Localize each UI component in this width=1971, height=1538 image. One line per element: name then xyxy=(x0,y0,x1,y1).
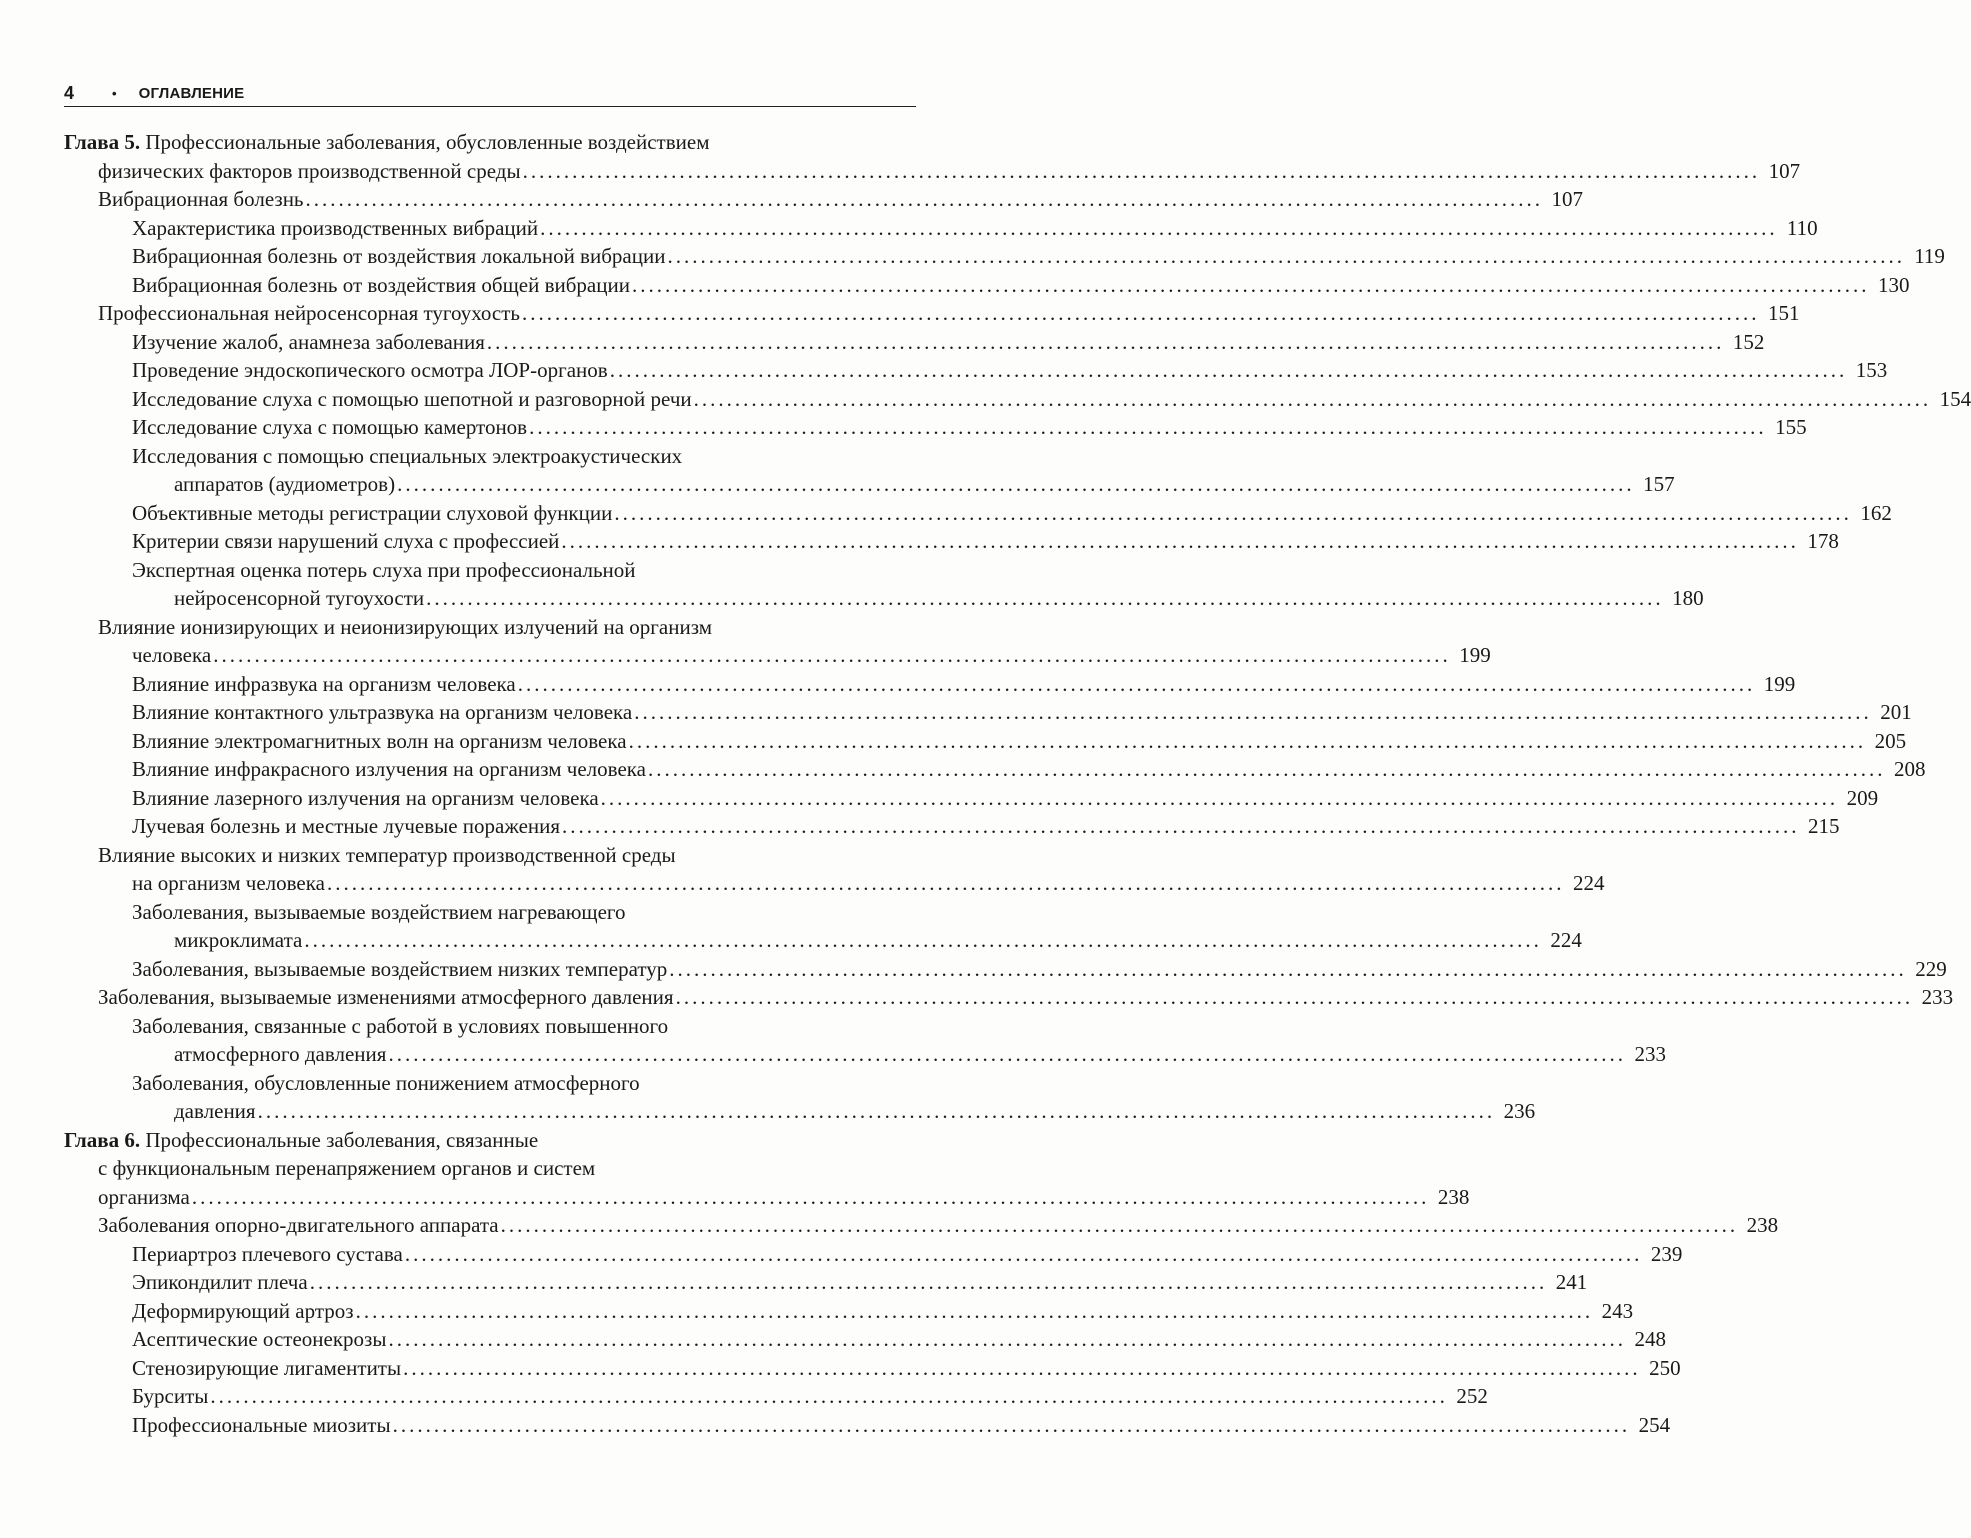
dot-leader: ...................................................................................................................................................... xyxy=(667,244,1905,268)
toc-entry-text xyxy=(174,584,424,613)
toc-page-number: 238 xyxy=(1746,1213,1779,1237)
toc-title: Эпикондилит плеча xyxy=(132,1270,308,1294)
dot-leader: ...................................................................................................................................................... xyxy=(693,386,1932,411)
dot-leader: ...................................................................................................................................................... xyxy=(326,871,1565,895)
dot-leader: ...................................................................................................................................................... xyxy=(561,529,1799,553)
toc-line xyxy=(64,185,1584,214)
toc-line xyxy=(64,214,1818,243)
toc-page-number: 229 xyxy=(1915,956,1947,981)
dot-leader: ...................................................................................................................................................... xyxy=(304,928,1542,952)
toc-title: Лучевая болезнь и местные лучевые поражения xyxy=(132,814,561,838)
table-of-contents xyxy=(64,128,1971,1439)
toc-title: аппаратов (аудиометров) xyxy=(174,472,396,496)
dot-leader: ...................................................................................................................................................... xyxy=(522,158,1761,183)
running-header xyxy=(64,80,916,107)
dot-leader: ...................................................................................................................................................... xyxy=(388,1327,1626,1351)
toc-page-number: 130 xyxy=(1877,272,1910,297)
dot-leader: ...................................................................................................................................................... xyxy=(403,1355,1641,1380)
toc-line xyxy=(64,556,916,585)
toc-entry-text xyxy=(98,983,674,1012)
dot-leader: ...................................................................................................................................................... xyxy=(404,1241,1643,1266)
dot-leader: ...................................................................................................................................................... xyxy=(669,956,1907,981)
toc-line xyxy=(64,499,1892,528)
toc-entry-text xyxy=(132,558,636,582)
toc-page-number: 238 xyxy=(1437,1184,1470,1209)
toc-line xyxy=(64,812,1840,841)
toc-title: Вибрационная болезнь от воздействия локальной вибрации xyxy=(132,244,666,268)
toc-line xyxy=(64,1211,1779,1240)
toc-entry-text xyxy=(132,1382,208,1411)
toc-title: Заболевания, вызываемые воздействием низких температур xyxy=(132,956,668,981)
toc-title: Экспертная оценка потерь слуха при профессиональной xyxy=(132,557,636,582)
toc-entry-text xyxy=(132,444,682,468)
toc-line xyxy=(64,641,1491,670)
toc-page-number: 119 xyxy=(1914,244,1945,268)
toc-entry-text xyxy=(132,527,559,556)
header-bullet: • xyxy=(112,85,117,101)
dot-leader: ...................................................................................................................................................... xyxy=(600,785,1839,810)
toc-line xyxy=(64,1040,1666,1069)
dot-leader: ...................................................................................................................................................... xyxy=(647,757,1886,781)
toc-entry-text xyxy=(132,1354,401,1383)
toc-line xyxy=(64,670,1796,699)
chapter-label: Глава 5. xyxy=(64,130,141,154)
toc-page-number: 157 xyxy=(1643,472,1675,496)
toc-title: Изучение жалоб, анамнеза заболевания xyxy=(132,329,485,354)
toc-title: Стенозирующие лигаментиты xyxy=(132,1355,402,1380)
toc-entry-text xyxy=(132,641,211,670)
toc-page-number: 162 xyxy=(1860,500,1892,525)
toc-page-number: 254 xyxy=(1638,1412,1671,1437)
toc-title: Влияние контактного ультразвука на организм человека xyxy=(132,700,633,724)
toc-page-number: 107 xyxy=(1551,187,1584,211)
toc-page-number: 155 xyxy=(1775,415,1807,439)
toc-line xyxy=(64,242,1945,271)
dot-leader: ...................................................................................................................................................... xyxy=(517,671,1756,696)
toc-line xyxy=(64,841,916,870)
toc-line xyxy=(64,584,1704,613)
toc-line xyxy=(64,157,1801,186)
toc-title: Бурситы xyxy=(132,1384,209,1408)
toc-entry-text xyxy=(132,869,325,898)
toc-page-number: 243 xyxy=(1601,1298,1634,1323)
toc-line xyxy=(64,527,1839,556)
toc-entry-text xyxy=(64,1128,538,1152)
toc-line xyxy=(64,1240,1683,1269)
toc-line xyxy=(64,413,1807,442)
dot-leader: ...................................................................................................................................................... xyxy=(522,301,1760,325)
toc-line xyxy=(64,613,916,642)
toc-title: Профессиональные заболевания, связанные xyxy=(140,1127,539,1152)
toc-line xyxy=(64,1382,1488,1411)
toc-line xyxy=(64,1069,916,1098)
toc-title: Влияние высоких и низких температур производственной среды xyxy=(98,842,676,867)
toc-entry-text xyxy=(174,1040,386,1069)
dot-leader: ...................................................................................................................................................... xyxy=(609,358,1848,382)
toc-line xyxy=(64,1411,1671,1440)
toc-entry-text xyxy=(98,299,520,328)
toc-entry-text xyxy=(132,670,516,699)
toc-entry-text xyxy=(132,698,632,727)
toc-page-number: 236 xyxy=(1503,1099,1536,1123)
toc-line xyxy=(64,1325,1666,1354)
toc-title: Исследование слуха с помощью камертонов xyxy=(132,415,528,439)
page-number: 4 xyxy=(64,82,75,103)
toc-entry-text xyxy=(132,413,527,442)
dot-leader: ...................................................................................................................................................... xyxy=(210,1384,1448,1408)
toc-line xyxy=(64,983,1954,1012)
dot-leader: ...................................................................................................................................................... xyxy=(388,1042,1626,1066)
toc-page-number: 224 xyxy=(1550,928,1582,952)
dot-leader: ...................................................................................................................................................... xyxy=(397,472,1635,496)
toc-title: Профессиональная нейросенсорная тугоухость xyxy=(98,301,520,325)
toc-title: Исследование слуха с помощью шепотной и разговорной речи xyxy=(132,386,692,411)
toc-entry-text xyxy=(98,157,521,186)
toc-entry-text xyxy=(174,470,395,499)
toc-page-number: 208 xyxy=(1893,757,1926,781)
toc-entry-text xyxy=(132,328,485,357)
toc-title: Влияние инфракрасного излучения на организм человека xyxy=(132,757,646,781)
toc-page-number: 199 xyxy=(1459,643,1491,667)
toc-entry-text xyxy=(132,727,627,756)
toc-title: Заболевания, вызываемые воздействием нагревающего xyxy=(132,899,626,924)
toc-title: Влияние инфразвука на организм человека xyxy=(132,671,516,696)
toc-line xyxy=(64,1297,1634,1326)
toc-title: Деформирующий артроз xyxy=(132,1298,354,1323)
toc-entry-text xyxy=(132,1297,354,1326)
toc-entry-text xyxy=(132,356,608,385)
toc-page-number: 233 xyxy=(1921,985,1954,1009)
toc-entry-text xyxy=(132,214,538,243)
toc-entry-text xyxy=(132,271,630,300)
dot-leader: ...................................................................................................................................................... xyxy=(634,700,1872,724)
dot-leader: ...................................................................................................................................................... xyxy=(540,215,1778,240)
toc-entry-text xyxy=(98,1183,190,1212)
toc-page-number: 154 xyxy=(1939,386,1971,411)
toc-entry-text xyxy=(132,812,560,841)
toc-line xyxy=(64,869,1605,898)
toc-title: Влияние лазерного излучения на организм человека xyxy=(132,785,599,810)
dot-leader: ...................................................................................................................................................... xyxy=(213,643,1451,667)
dot-leader: ...................................................................................................................................................... xyxy=(486,329,1725,354)
toc-line xyxy=(64,1012,916,1041)
toc-entry-text xyxy=(132,955,667,984)
dot-leader: ...................................................................................................................................................... xyxy=(614,500,1852,525)
toc-title: Заболевания, вызываемые изменениями атмосферного давления xyxy=(98,985,674,1009)
toc-entry-text xyxy=(132,1411,391,1440)
dot-leader: ...................................................................................................................................................... xyxy=(529,415,1767,439)
dot-leader: ...................................................................................................................................................... xyxy=(305,187,1544,211)
toc-title: Профессиональные заболевания, обусловленные воздействием xyxy=(140,130,710,154)
toc-title: нейросенсорной тугоухости xyxy=(174,586,425,610)
toc-line xyxy=(64,1354,1681,1383)
toc-line xyxy=(64,898,916,927)
toc-page-number: 201 xyxy=(1880,700,1912,724)
toc-line xyxy=(64,955,1947,984)
toc-title: микроклимата xyxy=(174,928,303,952)
toc-page-number: 233 xyxy=(1634,1042,1666,1066)
dot-leader: ...................................................................................................................................................... xyxy=(562,814,1800,838)
toc-entry-text xyxy=(98,185,304,214)
dot-leader: ...................................................................................................................................................... xyxy=(631,272,1870,297)
toc-line xyxy=(64,271,1910,300)
dot-leader: ...................................................................................................................................................... xyxy=(675,985,1914,1009)
toc-page-number: 224 xyxy=(1572,871,1605,895)
toc-title: Асептические остеонекрозы xyxy=(132,1327,387,1351)
dot-leader: ...................................................................................................................................................... xyxy=(392,1412,1631,1437)
toc-line xyxy=(64,1183,1470,1212)
toc-line xyxy=(64,356,1888,385)
dot-leader: ...................................................................................................................................................... xyxy=(426,586,1664,610)
toc-title: Исследования с помощью специальных электроакустических xyxy=(132,443,683,468)
dot-leader: ...................................................................................................................................................... xyxy=(191,1184,1430,1209)
toc-page-number: 205 xyxy=(1874,728,1907,753)
toc-title: Заболевания, обусловленные понижением атмосферного xyxy=(132,1070,640,1095)
toc-title: Заболевания опорно-двигательного аппарата xyxy=(98,1213,499,1237)
toc-title: атмосферного давления xyxy=(174,1042,387,1066)
toc-line xyxy=(64,784,1879,813)
dot-leader: ...................................................................................................................................................... xyxy=(309,1270,1548,1294)
dot-leader: ...................................................................................................................................................... xyxy=(628,728,1867,753)
toc-title: Вибрационная болезнь от воздействия общей вибрации xyxy=(132,272,630,297)
toc-title: Вибрационная болезнь xyxy=(98,187,304,211)
toc-line xyxy=(64,755,1926,784)
toc-line xyxy=(64,128,916,157)
toc-title: Влияние электромагнитных волн на организм человека xyxy=(132,728,627,753)
toc-title: давления xyxy=(174,1099,256,1123)
toc-line xyxy=(64,1268,1588,1297)
toc-page-number: 252 xyxy=(1456,1384,1488,1408)
toc-line xyxy=(64,698,1912,727)
toc-title: физических факторов производственной среды xyxy=(98,158,521,183)
toc-page-number: 250 xyxy=(1649,1355,1681,1380)
header-title: ОГЛАВЛЕНИЕ xyxy=(138,84,245,102)
toc-line xyxy=(64,1097,1536,1126)
toc-title: Объективные методы регистрации слуховой функции xyxy=(132,500,613,525)
toc-entry-text xyxy=(132,784,599,813)
toc-entry-text xyxy=(64,130,709,154)
toc-page-number: 199 xyxy=(1763,671,1796,696)
toc-page-number: 152 xyxy=(1732,329,1765,354)
toc-page-number: 153 xyxy=(1855,358,1888,382)
toc-title: Критерии связи нарушений слуха с профессией xyxy=(132,529,560,553)
toc-entry-text xyxy=(98,615,712,639)
toc-line xyxy=(64,1154,916,1183)
toc-page-number: 209 xyxy=(1846,785,1879,810)
dot-leader: ...................................................................................................................................................... xyxy=(355,1298,1594,1323)
toc-entry-text xyxy=(174,926,302,955)
toc-entry-text xyxy=(132,755,646,784)
toc-page-number: 180 xyxy=(1672,586,1704,610)
toc-page-number: 110 xyxy=(1786,215,1818,240)
toc-title: Заболевания, связанные с работой в условиях повышенного xyxy=(132,1013,669,1038)
toc-line xyxy=(64,470,1675,499)
toc-entry-text xyxy=(132,1240,403,1269)
toc-title: Характеристика производственных вибраций xyxy=(132,215,539,240)
toc-line xyxy=(64,442,916,471)
toc-entry-text xyxy=(98,1211,499,1240)
toc-line xyxy=(64,1126,916,1155)
toc-page-number: 215 xyxy=(1808,814,1840,838)
toc-title: Периартроз плечевого сустава xyxy=(132,1241,403,1266)
toc-title: с функциональным перенапряжением органов и систем xyxy=(98,1156,596,1180)
toc-page-number: 107 xyxy=(1768,158,1801,183)
toc-page-number: 239 xyxy=(1650,1241,1683,1266)
toc-page-number: 151 xyxy=(1768,301,1800,325)
toc-entry-text xyxy=(98,1156,595,1180)
toc-entry-text xyxy=(132,499,612,528)
toc-page-number: 241 xyxy=(1555,1270,1588,1294)
dot-leader: ...................................................................................................................................................... xyxy=(500,1213,1739,1237)
toc-entry-text xyxy=(132,1268,308,1297)
toc-title: Профессиональные миозиты xyxy=(132,1412,391,1437)
toc-entry-text xyxy=(132,900,626,924)
chapter-label: Глава 6. xyxy=(64,1127,141,1152)
toc-entry-text xyxy=(132,385,692,414)
toc-title: организма xyxy=(98,1184,190,1209)
toc-title: на организм человека xyxy=(132,871,325,895)
dot-leader: ...................................................................................................................................................... xyxy=(257,1099,1496,1123)
toc-title: Влияние ионизирующих и неионизирующих излучений на организм xyxy=(98,614,712,639)
toc-title: Проведение эндоскопического осмотра ЛОР-органов xyxy=(132,358,608,382)
toc-page-number: 248 xyxy=(1634,1327,1666,1351)
toc-line xyxy=(64,926,1582,955)
toc-entry-text xyxy=(132,1014,668,1038)
toc-title: человека xyxy=(132,643,212,667)
toc-entry-text xyxy=(132,242,665,271)
toc-line xyxy=(64,385,1971,414)
toc-line xyxy=(64,299,1800,328)
toc-line xyxy=(64,727,1907,756)
toc-entry-text xyxy=(132,1071,640,1095)
toc-entry-text xyxy=(132,1325,386,1354)
toc-entry-text xyxy=(174,1097,256,1126)
toc-page-number: 178 xyxy=(1807,529,1839,553)
toc-line xyxy=(64,328,1765,357)
toc-entry-text xyxy=(98,843,676,867)
